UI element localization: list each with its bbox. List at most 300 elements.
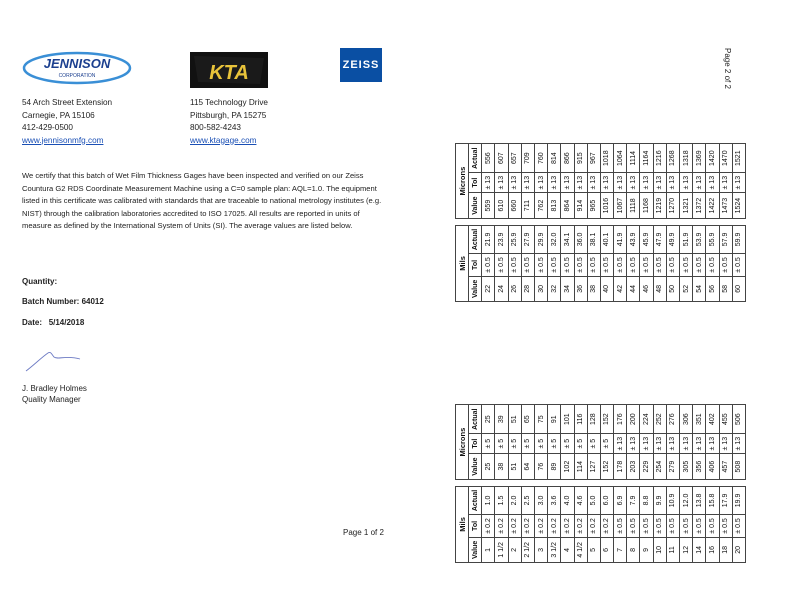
mils-actual-cell: 38.1 <box>587 225 600 253</box>
microns-actual-cell: 866 <box>561 144 574 172</box>
table-row <box>680 405 693 563</box>
microns-tol-cell: ± 13 <box>587 172 600 193</box>
quantity-field <box>22 277 57 286</box>
mils-value-cell: 22 <box>482 276 495 301</box>
microns-tol-cell: ± 13 <box>614 433 627 454</box>
table-row <box>706 405 719 563</box>
microns-tol-cell: ± 13 <box>574 172 587 193</box>
jennison-address-line2: Carnegie, PA 15106 <box>22 110 95 120</box>
mils-tol-header: Tol <box>469 254 482 277</box>
microns-tol-cell: ± 13 <box>706 433 719 454</box>
mils-value-cell: 42 <box>614 276 627 301</box>
microns-value-cell: 25 <box>482 454 495 479</box>
mils-actual-cell: 41.9 <box>614 225 627 253</box>
mils-tol-cell: ± 0.5 <box>666 515 679 538</box>
microns-actual-cell: 252 <box>653 405 666 433</box>
mils-value-cell: 50 <box>666 276 679 301</box>
table-row <box>653 144 666 302</box>
microns-value-cell: 1321 <box>680 193 693 218</box>
microns-actual-cell: 101 <box>561 405 574 433</box>
mils-actual-cell: 2.5 <box>521 486 534 514</box>
microns-value-header: Value <box>469 193 482 218</box>
mils-value-cell: 16 <box>706 537 719 562</box>
microns-actual-cell: 709 <box>521 144 534 172</box>
batch-label: Batch Number: <box>22 297 80 306</box>
microns-tol-cell: ± 13 <box>653 433 666 454</box>
kta-address-line1: 115 Technology Drive <box>190 98 268 107</box>
mils-value-cell: 30 <box>534 276 547 301</box>
microns-actual-cell: 402 <box>706 405 719 433</box>
microns-group-header: Microns <box>456 144 469 218</box>
microns-tol-cell: ± 13 <box>666 172 679 193</box>
microns-value-cell: 152 <box>600 454 613 479</box>
microns-value-cell: 76 <box>534 454 547 479</box>
microns-value-cell: 127 <box>587 454 600 479</box>
table-row <box>706 144 719 302</box>
table-row <box>600 405 613 563</box>
mils-value-header: Value <box>469 537 482 562</box>
mils-value-cell: 9 <box>640 537 653 562</box>
mils-tol-cell: ± 0.2 <box>587 515 600 538</box>
microns-tol-header: Tol <box>469 172 482 193</box>
mils-value-cell: 54 <box>693 276 706 301</box>
microns-actual-cell: 556 <box>482 144 495 172</box>
mils-tol-cell: ± 0.2 <box>600 515 613 538</box>
microns-value-cell: 1219 <box>653 193 666 218</box>
signer-block <box>22 383 87 405</box>
table-row <box>719 144 732 302</box>
mils-actual-cell: 4.6 <box>574 486 587 514</box>
microns-value-cell: 38 <box>495 454 508 479</box>
mils-value-cell: 26 <box>508 276 521 301</box>
batch-number: 64012 <box>81 297 104 306</box>
microns-tol-cell: ± 5 <box>495 433 508 454</box>
mils-value-cell: 3 <box>534 537 547 562</box>
signer-title: Quality Manager <box>22 395 81 404</box>
date-label: Date: <box>22 318 43 327</box>
mils-value-cell: 24 <box>495 276 508 301</box>
microns-value-cell: 1372 <box>693 193 706 218</box>
table-row <box>732 144 745 302</box>
mils-actual-cell: 10.9 <box>666 486 679 514</box>
mils-actual-cell: 59.9 <box>732 225 745 253</box>
microns-tol-cell: ± 5 <box>548 433 561 454</box>
microns-tol-cell: ± 13 <box>482 172 495 193</box>
batch-field <box>22 297 104 306</box>
mils-tol-cell: ± 0.5 <box>719 515 732 538</box>
mils-actual-cell: 19.9 <box>732 486 745 514</box>
mils-value-cell: 4 <box>561 537 574 562</box>
microns-value-cell: 51 <box>508 454 521 479</box>
microns-actual-cell: 1470 <box>719 144 732 172</box>
microns-actual-cell: 224 <box>640 405 653 433</box>
microns-value-cell: 254 <box>653 454 666 479</box>
mils-actual-cell: 17.9 <box>719 486 732 514</box>
microns-tol-cell: ± 5 <box>521 433 534 454</box>
microns-actual-cell: 25 <box>482 405 495 433</box>
jennison-logo-text: JENNISON <box>43 56 111 71</box>
mils-value-cell: 2 1/2 <box>521 537 534 562</box>
microns-value-cell: 762 <box>534 193 547 218</box>
mils-actual-cell: 51.9 <box>680 225 693 253</box>
mils-value-cell: 52 <box>680 276 693 301</box>
microns-actual-cell: 814 <box>548 144 561 172</box>
microns-value-cell: 610 <box>495 193 508 218</box>
microns-tol-cell: ± 13 <box>680 172 693 193</box>
table-row <box>521 144 534 302</box>
microns-value-cell: 813 <box>548 193 561 218</box>
mils-actual-cell: 25.9 <box>508 225 521 253</box>
microns-tol-cell: ± 13 <box>627 433 640 454</box>
microns-value-cell: 102 <box>561 454 574 479</box>
mils-value-cell: 11 <box>666 537 679 562</box>
microns-actual-cell: 760 <box>534 144 547 172</box>
mils-value-cell: 38 <box>587 276 600 301</box>
microns-tol-cell: ± 13 <box>508 172 521 193</box>
microns-tol-cell: ± 13 <box>627 172 640 193</box>
table-row <box>587 405 600 563</box>
microns-actual-cell: 1521 <box>732 144 745 172</box>
date-field <box>22 318 84 327</box>
mils-tol-cell: ± 0.5 <box>732 515 745 538</box>
microns-actual-cell: 200 <box>627 405 640 433</box>
mils-value-cell: 32 <box>548 276 561 301</box>
mils-tol-cell: ± 0.5 <box>706 515 719 538</box>
mils-actual-cell: 3.6 <box>548 486 561 514</box>
mils-value-cell: 56 <box>706 276 719 301</box>
microns-value-header: Value <box>469 454 482 479</box>
kta-phone: 800-582-4243 <box>190 123 241 132</box>
microns-tol-cell: ± 13 <box>640 172 653 193</box>
microns-value-cell: 1473 <box>719 193 732 218</box>
mils-value-cell: 18 <box>719 537 732 562</box>
microns-actual-header: Actual <box>469 144 482 172</box>
microns-actual-cell: 91 <box>548 405 561 433</box>
microns-tol-cell: ± 13 <box>719 433 732 454</box>
mils-actual-cell: 3.0 <box>534 486 547 514</box>
microns-value-cell: 406 <box>706 454 719 479</box>
gage-table-1 <box>455 404 746 563</box>
mils-value-cell: 20 <box>732 537 745 562</box>
mils-actual-cell: 2.0 <box>508 486 521 514</box>
microns-value-cell: 89 <box>548 454 561 479</box>
mils-tol-cell: ± 0.5 <box>548 254 561 277</box>
mils-value-cell: 6 <box>600 537 613 562</box>
table-row <box>548 144 561 302</box>
microns-actual-cell: 1114 <box>627 144 640 172</box>
table-row <box>508 144 521 302</box>
gage-table-2 <box>455 143 746 302</box>
mils-tol-cell: ± 0.5 <box>640 515 653 538</box>
mils-tol-cell: ± 0.5 <box>680 254 693 277</box>
mils-value-cell: 60 <box>732 276 745 301</box>
table-row <box>653 405 666 563</box>
mils-tol-cell: ± 0.5 <box>587 254 600 277</box>
microns-value-cell: 178 <box>614 454 627 479</box>
microns-tol-cell: ± 5 <box>534 433 547 454</box>
mils-actual-cell: 6.0 <box>600 486 613 514</box>
microns-tol-cell: ± 13 <box>732 433 745 454</box>
table-row <box>482 405 495 563</box>
mils-tol-cell: ± 0.5 <box>627 254 640 277</box>
jennison-logo-subtext: CORPORATION <box>58 73 96 79</box>
mils-actual-cell: 23.9 <box>495 225 508 253</box>
mils-actual-cell: 13.8 <box>693 486 706 514</box>
mils-actual-cell: 47.9 <box>653 225 666 253</box>
microns-tol-cell: ± 13 <box>495 172 508 193</box>
table-row <box>732 405 745 563</box>
microns-actual-cell: 276 <box>666 405 679 433</box>
microns-actual-cell: 152 <box>600 405 613 433</box>
mils-tol-cell: ± 0.5 <box>653 515 666 538</box>
microns-value-cell: 279 <box>666 454 679 479</box>
mils-value-cell: 1 1/2 <box>495 537 508 562</box>
mils-value-cell: 46 <box>640 276 653 301</box>
mils-value-cell: 7 <box>614 537 627 562</box>
mils-tol-cell: ± 0.5 <box>561 254 574 277</box>
microns-value-cell: 1270 <box>666 193 679 218</box>
microns-actual-cell: 65 <box>521 405 534 433</box>
mils-value-cell: 3 1/2 <box>548 537 561 562</box>
table-row <box>693 144 706 302</box>
table-row <box>534 144 547 302</box>
signature <box>24 345 84 375</box>
mils-actual-cell: 32.0 <box>548 225 561 253</box>
microns-actual-cell: 351 <box>693 405 706 433</box>
page-2-label: Page 2 of 2 <box>723 48 732 89</box>
microns-tol-header: Tol <box>469 433 482 454</box>
table-row <box>666 405 679 563</box>
table-row <box>521 405 534 563</box>
table-row <box>640 405 653 563</box>
mils-tol-cell: ± 0.5 <box>495 254 508 277</box>
mils-actual-cell: 8.8 <box>640 486 653 514</box>
table-row <box>574 144 587 302</box>
mils-tol-cell: ± 0.5 <box>574 254 587 277</box>
mils-tol-cell: ± 0.5 <box>732 254 745 277</box>
microns-value-cell: 1524 <box>732 193 745 218</box>
microns-value-cell: 965 <box>587 193 600 218</box>
mils-actual-cell: 12.0 <box>680 486 693 514</box>
mils-tol-cell: ± 0.2 <box>521 515 534 538</box>
mils-tol-cell: ± 0.2 <box>508 515 521 538</box>
microns-value-cell: 1168 <box>640 193 653 218</box>
microns-tol-cell: ± 13 <box>666 433 679 454</box>
microns-value-cell: 508 <box>732 454 745 479</box>
microns-tol-cell: ± 13 <box>521 172 534 193</box>
jennison-address-line1: 54 Arch Street Extension <box>22 98 113 107</box>
mils-tol-cell: ± 0.5 <box>534 254 547 277</box>
mils-actual-cell: 5.0 <box>587 486 600 514</box>
microns-value-cell: 1422 <box>706 193 719 218</box>
mils-value-cell: 10 <box>653 537 666 562</box>
table-row <box>534 405 547 563</box>
mils-tol-cell: ± 0.5 <box>614 515 627 538</box>
zeiss-logo: ZEISS <box>340 48 382 82</box>
mils-actual-header: Actual <box>469 225 482 253</box>
signer-name: J. Bradley Holmes <box>22 384 87 393</box>
mils-tol-cell: ± 0.5 <box>693 515 706 538</box>
mils-value-cell: 36 <box>574 276 587 301</box>
microns-tol-cell: ± 13 <box>693 172 706 193</box>
mils-actual-cell: 49.9 <box>666 225 679 253</box>
page-1-label: Page 1 of 2 <box>343 528 384 537</box>
mils-value-cell: 12 <box>680 537 693 562</box>
microns-actual-cell: 1216 <box>653 144 666 172</box>
mils-tol-cell: ± 0.2 <box>534 515 547 538</box>
jennison-logo <box>22 50 132 86</box>
microns-actual-cell: 1369 <box>693 144 706 172</box>
microns-tol-cell: ± 5 <box>574 433 587 454</box>
mils-value-cell: 14 <box>693 537 706 562</box>
microns-value-cell: 1067 <box>614 193 627 218</box>
microns-value-cell: 559 <box>482 193 495 218</box>
microns-actual-cell: 128 <box>587 405 600 433</box>
mils-actual-cell: 34.1 <box>561 225 574 253</box>
microns-actual-cell: 39 <box>495 405 508 433</box>
microns-actual-cell: 915 <box>574 144 587 172</box>
mils-tol-cell: ± 0.2 <box>495 515 508 538</box>
microns-value-cell: 114 <box>574 454 587 479</box>
microns-value-cell: 356 <box>693 454 706 479</box>
mils-actual-cell: 57.9 <box>719 225 732 253</box>
mils-tol-cell: ± 0.2 <box>561 515 574 538</box>
microns-tol-cell: ± 5 <box>600 433 613 454</box>
mils-tol-header: Tol <box>469 515 482 538</box>
table-row <box>508 405 521 563</box>
table-row <box>587 144 600 302</box>
microns-tol-cell: ± 13 <box>653 172 666 193</box>
mils-tol-cell: ± 0.2 <box>574 515 587 538</box>
microns-tol-cell: ± 5 <box>587 433 600 454</box>
microns-actual-cell: 51 <box>508 405 521 433</box>
microns-value-cell: 203 <box>627 454 640 479</box>
microns-actual-cell: 1064 <box>614 144 627 172</box>
mils-value-cell: 1 <box>482 537 495 562</box>
table-row <box>693 405 706 563</box>
microns-tol-cell: ± 13 <box>561 172 574 193</box>
mils-tol-cell: ± 0.5 <box>521 254 534 277</box>
microns-tol-cell: ± 5 <box>508 433 521 454</box>
kta-website-link[interactable]: www.ktagage.com <box>190 135 257 145</box>
mils-actual-cell: 1.5 <box>495 486 508 514</box>
date-value: 5/14/2018 <box>48 318 85 327</box>
table-row <box>495 144 508 302</box>
microns-tol-cell: ± 13 <box>640 433 653 454</box>
mils-actual-cell: 15.8 <box>706 486 719 514</box>
microns-value-cell: 711 <box>521 193 534 218</box>
mils-value-cell: 58 <box>719 276 732 301</box>
microns-tol-cell: ± 13 <box>719 172 732 193</box>
table-row <box>548 405 561 563</box>
mils-tol-cell: ± 0.5 <box>653 254 666 277</box>
jennison-address <box>22 97 112 147</box>
kta-address <box>190 97 268 147</box>
mils-value-cell: 5 <box>587 537 600 562</box>
mils-actual-cell: 29.9 <box>534 225 547 253</box>
mils-tol-cell: ± 0.5 <box>508 254 521 277</box>
microns-tol-cell: ± 13 <box>600 172 613 193</box>
table-row <box>495 405 508 563</box>
mils-group-header: Mils <box>456 486 469 562</box>
jennison-phone: 412-429-0500 <box>22 123 73 132</box>
mils-value-cell: 28 <box>521 276 534 301</box>
mils-tol-cell: ± 0.5 <box>693 254 706 277</box>
microns-actual-cell: 1268 <box>666 144 679 172</box>
mils-value-cell: 40 <box>600 276 613 301</box>
microns-tol-cell: ± 5 <box>561 433 574 454</box>
mils-actual-header: Actual <box>469 486 482 514</box>
mils-actual-cell: 40.1 <box>600 225 613 253</box>
mils-value-cell: 48 <box>653 276 666 301</box>
microns-actual-cell: 506 <box>732 405 745 433</box>
quantity-label: Quantity: <box>22 277 58 286</box>
microns-value-cell: 457 <box>719 454 732 479</box>
certification-text: We certify that this batch of Wet Film Thickness Gages have been inspected and verified on our Zeiss Countura G2 RDS Coordinate Measurement Machine using a C=0 sample plan: AQL=1.0. The equipment listed in this certificate was calibrated with standards that are traceable to national metrology institutes (e.g. NIST) through the calibration laboratories accredited to ISO 17025. All results are reported in units of measure as defined by the International System of Units (SI). The average values are listed below. <box>22 171 382 231</box>
microns-tol-cell: ± 13 <box>548 172 561 193</box>
microns-tol-cell: ± 5 <box>482 433 495 454</box>
mils-tol-cell: ± 0.5 <box>482 254 495 277</box>
jennison-website-link[interactable]: www.jennisonmfg.com <box>22 135 104 145</box>
table-row <box>614 144 627 302</box>
microns-actual-cell: 176 <box>614 405 627 433</box>
mils-actual-cell: 21.9 <box>482 225 495 253</box>
table-row <box>627 144 640 302</box>
kta-address-line2: Pittsburgh, PA 15275 <box>190 110 267 120</box>
mils-group-header: Mils <box>456 225 469 301</box>
mils-value-cell: 34 <box>561 276 574 301</box>
mils-actual-cell: 45.9 <box>640 225 653 253</box>
microns-actual-cell: 1318 <box>680 144 693 172</box>
mils-actual-cell: 4.0 <box>561 486 574 514</box>
microns-actual-cell: 607 <box>495 144 508 172</box>
mils-actual-cell: 1.0 <box>482 486 495 514</box>
mils-tol-cell: ± 0.2 <box>482 515 495 538</box>
mils-value-cell: 2 <box>508 537 521 562</box>
kta-logo <box>190 52 268 88</box>
kta-logo-text: KTA <box>209 62 249 84</box>
microns-value-cell: 229 <box>640 454 653 479</box>
microns-value-cell: 64 <box>521 454 534 479</box>
mils-tol-cell: ± 0.5 <box>600 254 613 277</box>
microns-tol-cell: ± 13 <box>732 172 745 193</box>
table-row <box>600 144 613 302</box>
table-row <box>627 405 640 563</box>
microns-tol-cell: ± 13 <box>706 172 719 193</box>
microns-value-cell: 1118 <box>627 193 640 218</box>
mils-tol-cell: ± 0.5 <box>614 254 627 277</box>
mils-actual-cell: 55.9 <box>706 225 719 253</box>
microns-actual-cell: 306 <box>680 405 693 433</box>
microns-actual-header: Actual <box>469 405 482 433</box>
table-row <box>640 144 653 302</box>
microns-actual-cell: 1164 <box>640 144 653 172</box>
microns-actual-cell: 116 <box>574 405 587 433</box>
table-row <box>614 405 627 563</box>
microns-actual-cell: 657 <box>508 144 521 172</box>
microns-tol-cell: ± 13 <box>693 433 706 454</box>
microns-value-cell: 864 <box>561 193 574 218</box>
table-row <box>574 405 587 563</box>
mils-tol-cell: ± 0.5 <box>706 254 719 277</box>
microns-value-cell: 1016 <box>600 193 613 218</box>
mils-value-cell: 4 1/2 <box>574 537 587 562</box>
microns-actual-cell: 75 <box>534 405 547 433</box>
microns-group-header: Microns <box>456 405 469 479</box>
microns-value-cell: 914 <box>574 193 587 218</box>
mils-actual-cell: 9.9 <box>653 486 666 514</box>
table-row <box>666 144 679 302</box>
